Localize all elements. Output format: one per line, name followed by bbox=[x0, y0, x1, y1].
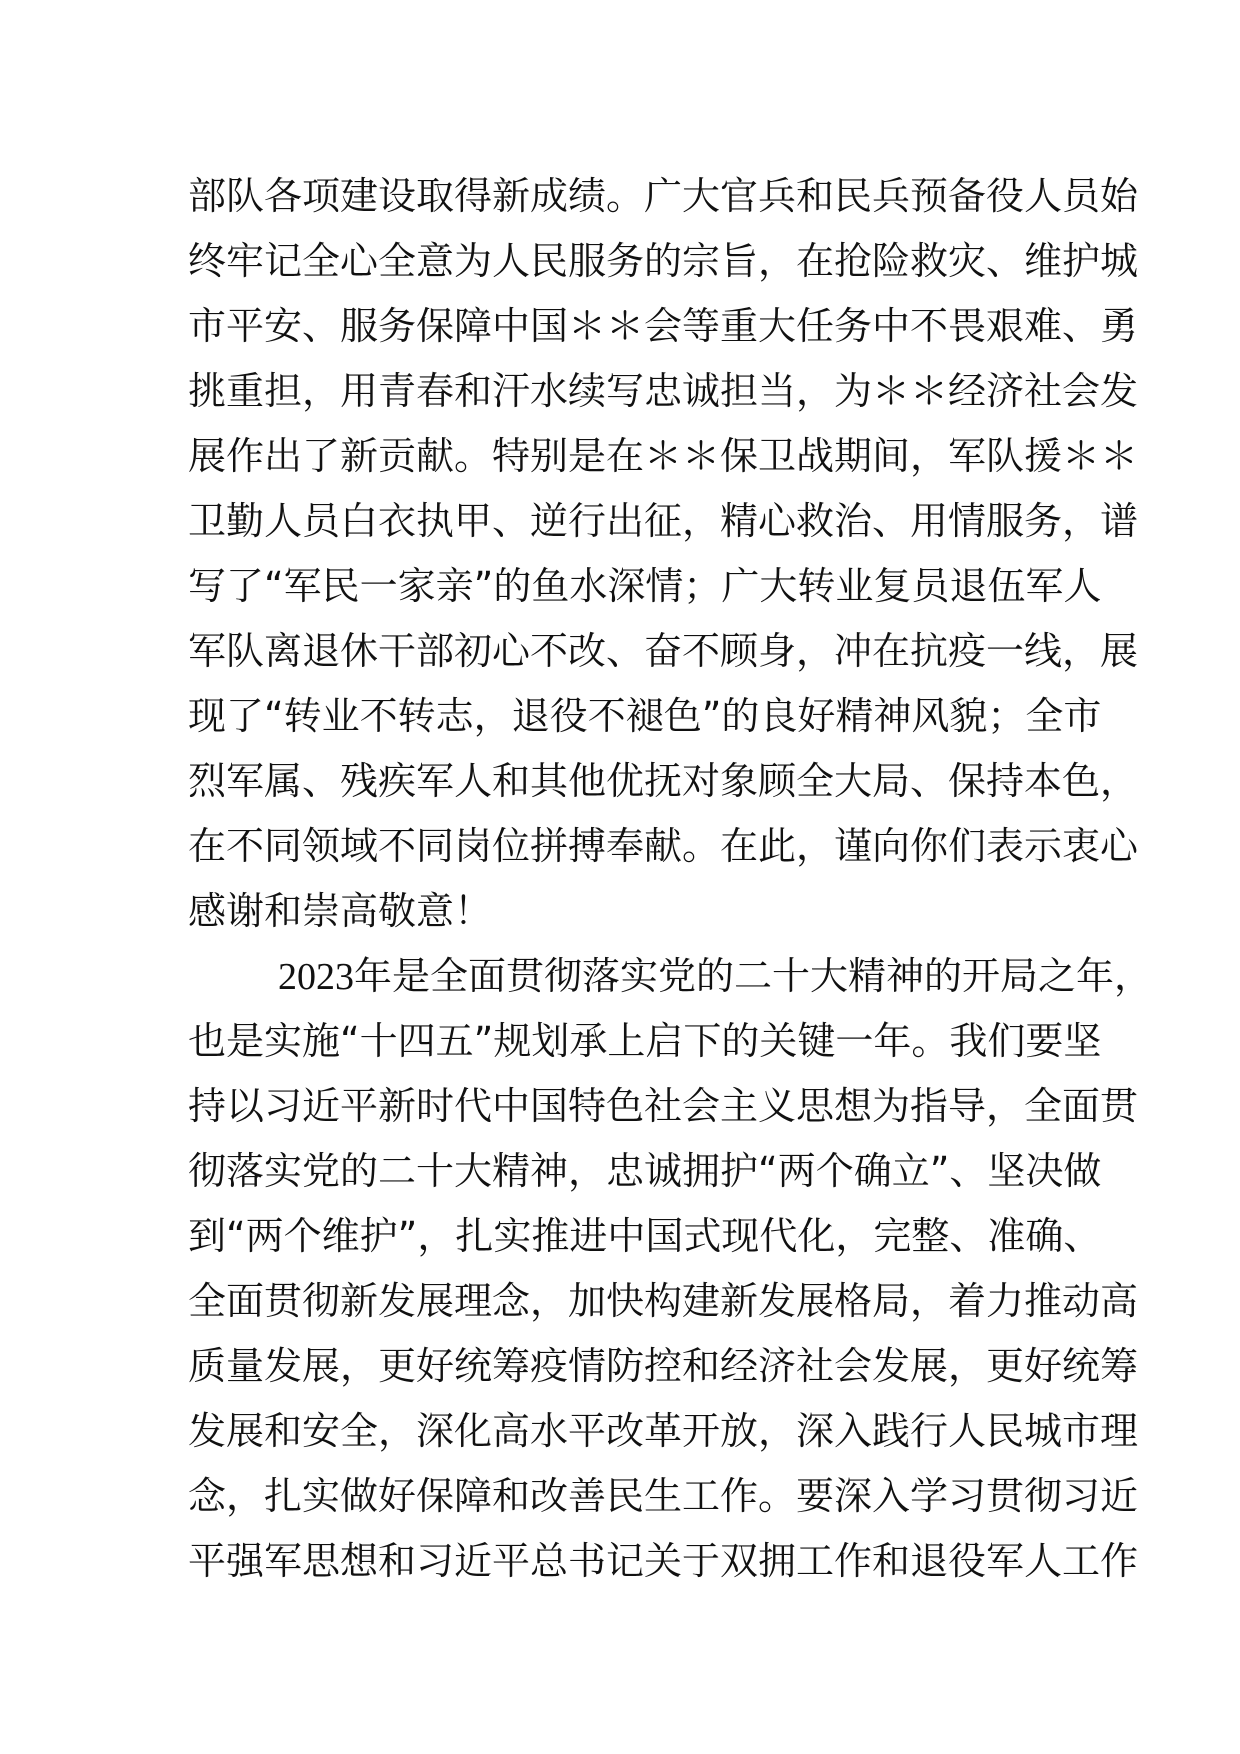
text-line: 卫勤人员白衣执甲、逆行出征，精心救治、用情服务，谱 bbox=[188, 499, 1139, 543]
text-line: 写了“军民一家亲”的鱼水深情；广大转业复员退伍军人 bbox=[188, 564, 1102, 608]
text-line: 全面贯彻新发展理念，加快构建新发展格局，着力推动高 bbox=[188, 1279, 1139, 1323]
text-line: 在不同领域不同岗位拼搏奉献。在此，谨向你们表示衷心 bbox=[188, 824, 1139, 868]
text-line: 军队离退休干部初心不改、奋不顾身，冲在抗疫一线，展 bbox=[188, 629, 1139, 673]
text-line: 质量发展，更好统筹疫情防控和经济社会发展，更好统筹 bbox=[188, 1344, 1139, 1388]
text-line: 念，扎实做好保障和改善民生工作。要深入学习贯彻习近 bbox=[188, 1474, 1139, 1518]
text-line: 挑重担，用青春和汗水续写忠诚担当，为＊＊经济社会发 bbox=[188, 369, 1139, 413]
text-line: 感谢和崇高敬意！ bbox=[188, 889, 493, 933]
text-line: 烈军属、残疾军人和其他优抚对象顾全大局、保持本色， bbox=[188, 759, 1139, 803]
year-text: 2023 bbox=[278, 956, 354, 998]
text-line: 彻落实党的二十大精神，忠诚拥护“两个确立”、坚决做 bbox=[188, 1149, 1102, 1193]
text-line: 持以习近平新时代中国特色社会主义思想为指导，全面贯 bbox=[188, 1084, 1139, 1128]
first-line-text: 年是全面贯彻落实党的二十大精神的开局之年， bbox=[354, 954, 1153, 998]
text-line: 也是实施“十四五”规划承上启下的关键一年。我们要坚 bbox=[188, 1019, 1102, 1063]
paragraph-first-line bbox=[188, 944, 1153, 1009]
text-line: 到“两个维护”，扎实推进中国式现代化，完整、准确、 bbox=[188, 1214, 1102, 1258]
text-line: 部队各项建设取得新成绩。广大官兵和民兵预备役人员始 bbox=[188, 174, 1139, 218]
text-line: 发展和安全，深化高水平改革开放，深入践行人民城市理 bbox=[188, 1409, 1139, 1453]
paragraph-2 bbox=[188, 944, 1153, 1594]
text-line: 现了“转业不转志，退役不褪色”的良好精神风貌；全市 bbox=[188, 694, 1102, 738]
paragraph-1 bbox=[188, 164, 1139, 944]
text-line: 终牢记全心全意为人民服务的宗旨，在抢险救灾、维护城 bbox=[188, 239, 1139, 283]
text-line: 市平安、服务保障中国＊＊会等重大任务中不畏艰难、勇 bbox=[188, 304, 1139, 348]
body-text bbox=[188, 164, 1153, 1594]
text-line: 平强军思想和习近平总书记关于双拥工作和退役军人工作 bbox=[188, 1539, 1139, 1583]
text-line: 展作出了新贡献。特别是在＊＊保卫战期间，军队援＊＊ bbox=[188, 434, 1139, 478]
